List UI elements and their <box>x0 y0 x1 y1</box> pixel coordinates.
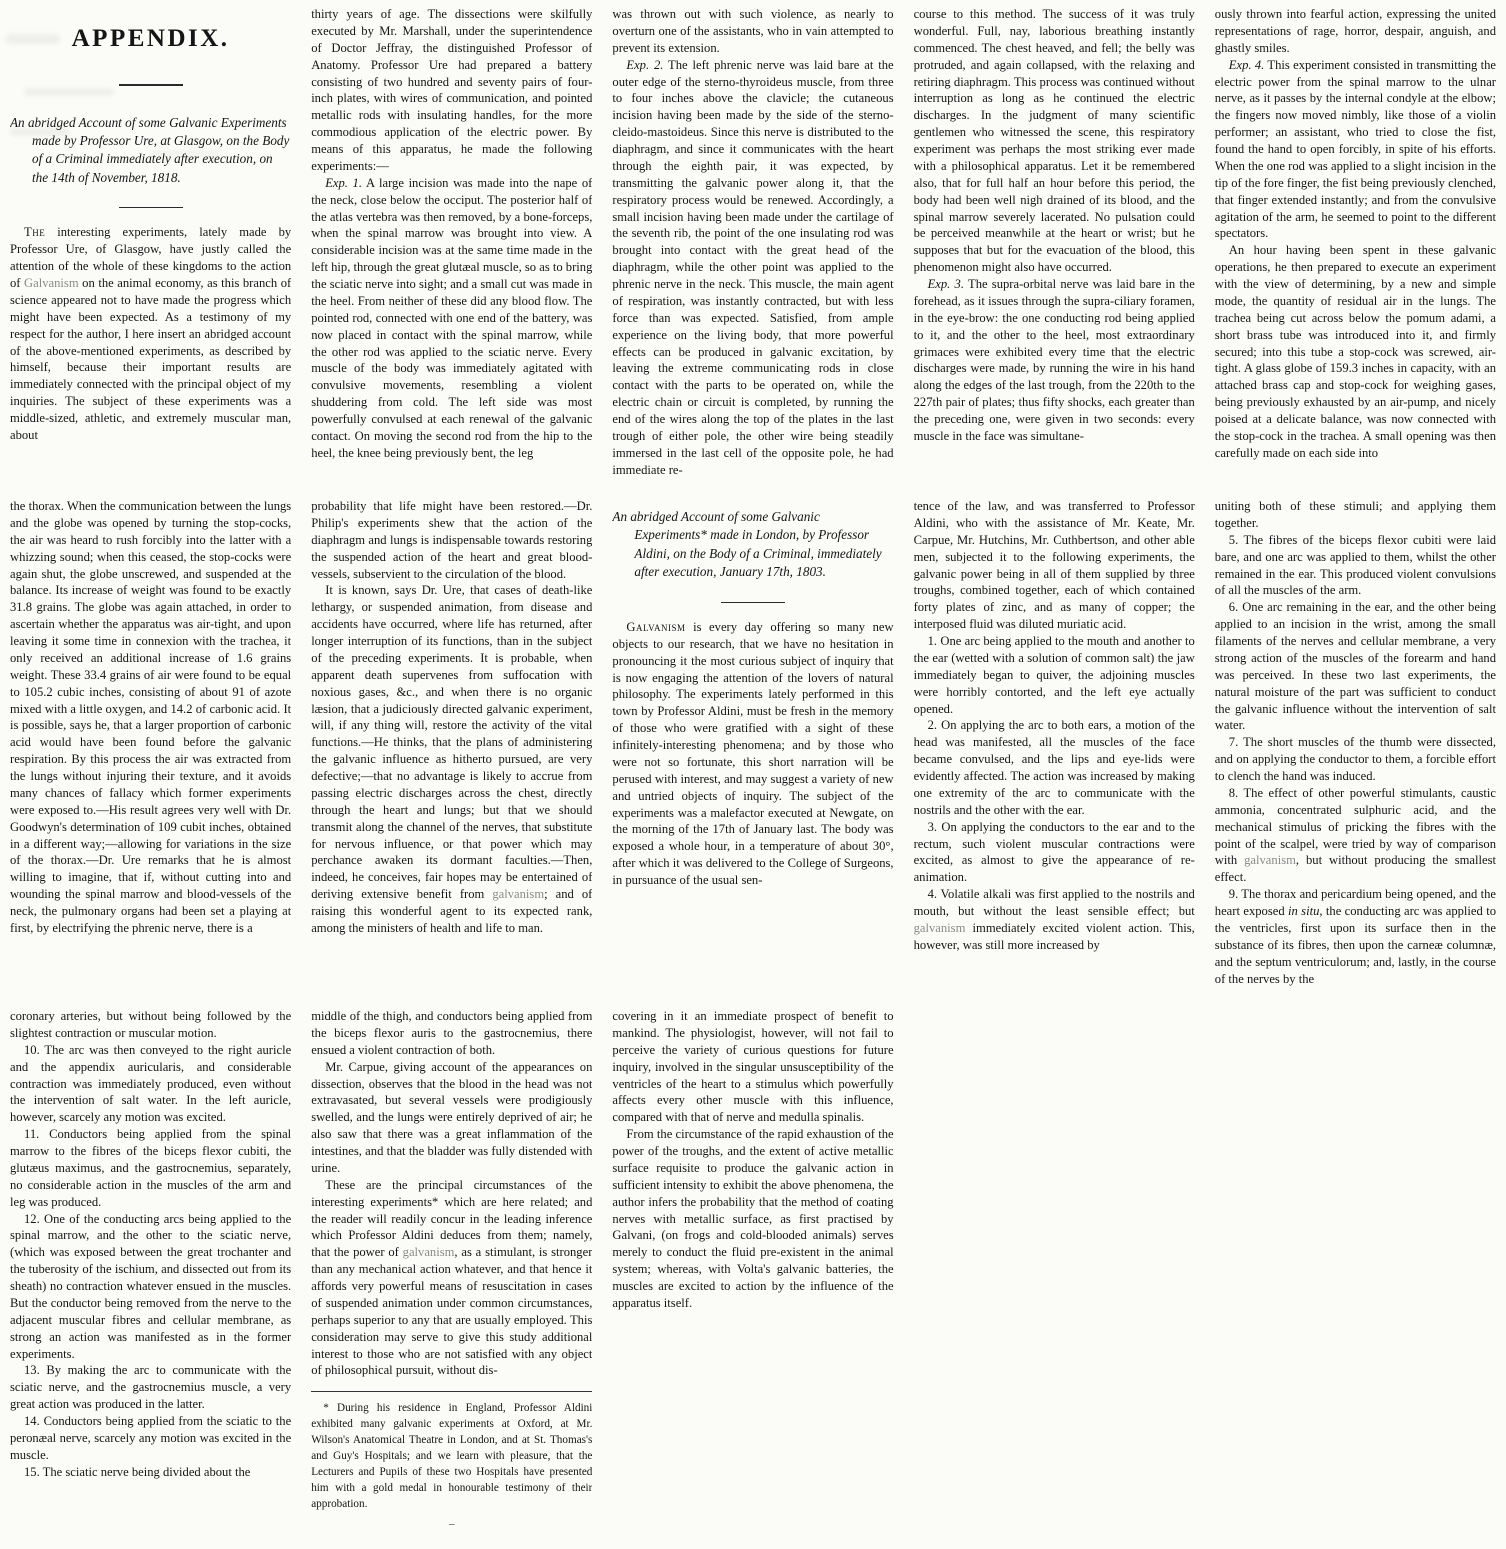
page-row-3 <box>10 1008 1496 1531</box>
paragraph: probability that life might have been restored.—Dr. Philip's experiments shew that the action of the diaphragm and lungs is indispensable towards restoring the suspended action of the heart and great blood-vessels, subservient to the circulation of the blood. <box>311 499 593 581</box>
paragraph: was thrown out with such violence, as nearly to overturn one of the assistants, who in vain attempted to prevent its extension. <box>612 7 894 55</box>
paragraph: 9. The thorax and pericardium being opened, and the heart exposed in situ, the conducting arc was applied to the ventricles, first upon its surface then in the substance of its fibres, then upon the carneæ columnæ, and the septum ventriculorum; and, lastly, in the course of the nerves by the <box>1214 887 1496 986</box>
column-block-r1c5 <box>1215 6 1496 462</box>
page-row-1 <box>10 6 1496 498</box>
scan-artifact <box>150 150 220 157</box>
page-row-2 <box>10 498 1496 1008</box>
column-block-r3c2 <box>311 1008 592 1531</box>
section-rule <box>119 84 183 86</box>
paragraph: 11. Conductors being applied from the spinal marrow to the fibres of the biceps flexor cubiti, the glutæus maximus, and the gastrocnemius, separately, no considerable action in the muscles of the arm and leg was produced. <box>10 1127 292 1209</box>
column-block-r1c1 <box>10 6 291 444</box>
paragraph: Mr. Carpue, giving account of the appearances on dissection, observes that the blood in the head was not extravasated, but several vessels were prodigiously swelled, and the lungs were entirely deprived of air; he also saw that there was a great inflammation of the intestines, and that the bladder was fully distended with urine. <box>311 1059 593 1175</box>
footnote: * During his residence in England, Professor Aldini exhibited many galvanic experiments at Oxford, at Mr. Wilson's Anatomical Theatre in London, and at St. Thomas's and Guy's Hospitals; and we learn with pleasure, that the Lecturers and Pupils of these two Hospitals have presented him with a gold medal in honourable testimony of their approbation. <box>311 1402 593 1510</box>
column-block-r3c1 <box>10 1008 291 1481</box>
paragraph: These are the principal circumstances of the interesting experiments* which are here related; and the reader will readily concur in the leading inference which Professor Aldini deduces from them; namely, that the power of galvanism, as a stimulant, is stronger than any mechanical action whatever, and that hence it affords very powerful means of resuscitation in cases of suspended animation under common circumstances, perhaps superior to any that are usually employed. This consideration may serve to give this study additional interest to those who are not satisfied with any object of philosophical pursuit, without dis- <box>311 1177 593 1378</box>
paragraph: From the circumstance of the rapid exhaustion of the power of the troughs, and the extent of active metallic surface requisite to produce the galvanic action in sufficient intensity to exhibit the above phenomena, the author infers the probability that the method of coating nerves with metallic surface, as first practised by Galvani, (on frogs and cold-blooded animals) serves merely to conduct the fluid pre-existent in the animal system; whereas, with Volta's galvanic batteries, the muscles are excited to action by the influence of the apparatus itself. <box>612 1127 894 1310</box>
paragraph: ously thrown into fearful action, expressing the united representations of rage, horror, despair, anguish, and ghastly smiles. <box>1214 7 1496 55</box>
paragraph: Galvanism is every day offering so many new objects to our research, that we have no hesitation in pronouncing it the most curious subject of inquiry that is now engaging the attention of the lovers of natural philosophy. The experiments lately performed in this town by Professor Aldini, must be fresh in the memory of those who were gratified with a sight of these infinitely-interesting phenomena; and by those who were not so fortunate, this short narration will be perused with interest, and may suggest a variety of new and untried objects of inquiry. The subject of the experiments was a malefactor executed at Newgate, on the morning of the 17th of January last. The body was exposed a whole hour, in a temperature of about 30°, after which it was delivered to the College of Surgeons, in pursuance of the usual sen- <box>612 619 894 888</box>
section-heading: An abridged Account of some Galvanic Experiments* made in London, by Professor Aldini, on the Body of a Criminal, immediately after execution, January 17th, 1803. <box>612 509 882 580</box>
scan-artifact <box>24 88 114 96</box>
column-block-r3c3 <box>612 1008 893 1312</box>
paragraph: coronary arteries, but without being followed by the slightest contraction or muscular motion. <box>10 1009 292 1040</box>
paragraph: 1. One arc being applied to the mouth and another to the ear (wetted with a solution of common salt) the jaw immediately began to quiver, the adjoining muscles were horribly contorted, and the left eye actually opened. <box>913 634 1195 716</box>
column-block-r2c4 <box>914 498 1195 954</box>
column-block-r2c3 <box>612 498 893 889</box>
column-block-r2c5 <box>1215 498 1496 987</box>
paragraph: 5. The fibres of the biceps flexor cubiti were laid bare, and one arc was applied to them, whilst the other remained in the ear. This produced violent convulsions of all the muscles of the arm. <box>1214 532 1496 598</box>
paragraph: Exp. 2. The left phrenic nerve was laid bare at the outer edge of the sterno-thyroideus muscle, from three to four inches above the clavicle; the cutaneous incision having been made by the side of the sterno-cleido-mastoideus. Since this nerve is distributed to the diaphragm, and since it communicates with the heart through the eighth pair, it was expected, by transmitting the galvanic power along it, that the respiratory process would be renewed. Accordingly, a small incision having been made under the cartilage of the seventh rib, the point of the one insulating rod was brought into contact with the great head of the diaphragm, while the other point was applied to the phrenic nerve in the neck. This muscle, the main agent of respiration, was instantly contracted, but with less force than was expected. Satisfied, from ample experience on the living body, that more powerful effects can be produced in galvanic excitation, by leaving the extreme communicating rods in close contact with the parts to be operated on, while the electric chain or circuit is completed, by running the end of the wires along the top of the plates in the last trough of either pole, the other wire being steadily immersed in the last cell of the opposite pole, he had immediate re- <box>612 57 894 477</box>
paragraph: 3. On applying the conductors to the ear and to the rectum, such violent muscular contractions were excited, as almost to give the appearance of re-animation. <box>913 819 1195 885</box>
footnote-rule <box>311 1391 592 1392</box>
column-block-r1c4 <box>914 6 1195 445</box>
paragraph: 6. One arc remaining in the ear, and the other being applied to an incision in the wrist, among the small filaments of the nerves and cellular membrane, a very strong action of the muscles of the forearm and hand was perceived. In these two last experiments, the natural moisture of the part was sufficient to conduct the galvanic influence without the intervention of salt water. <box>1214 600 1496 733</box>
catchword-dash: – <box>449 1517 455 1530</box>
paragraph: 14. Conductors being applied from the sciatic to the peronæal nerve, scarcely any motion was excited in the muscle. <box>10 1414 292 1462</box>
paragraph: 10. The arc was then conveyed to the right auricle and the appendix auricularis, and considerable contraction was immediately produced, even without the intervention of salt water. In the left auricle, however, scarcely any motion was excited. <box>10 1042 292 1125</box>
paragraph: 13. By making the arc to communicate with the sciatic nerve, and the gastrocnemius muscle, a very great action was produced in the latter. <box>10 1363 292 1412</box>
paragraph: 12. One of the conducting arcs being applied to the spinal marrow, and the other to the sciatic nerve, (which was exposed between the great trochanter and the tuberosity of the ischium, and dissected out from its sheath) no contraction whatever ensued in the muscles. But the conductor being removed from the nerve to the adjacent muscular fibres and cellular membrane, as strong an action was manifested as in the former experiments. <box>10 1211 292 1361</box>
page-title: APPENDIX. <box>71 25 230 52</box>
paragraph: tence of the law, and was transferred to Professor Aldini, who with the assistance of Mr. Keate, Mr. Carpue, Mr. Hutchins, Mr. Cuthbertson, and other able men, subjected it to the following experiments, the galvanic power being in all of them supplied by three troughs, combined together, each of which contained forty plates of zinc, and as many of copper; the interposed fluid was diluted muriatic acid. <box>913 499 1195 632</box>
column-block-r1c2 <box>311 6 592 462</box>
scan-artifact <box>10 128 70 136</box>
section-rule <box>721 602 785 603</box>
paragraph: 7. The short muscles of the thumb were dissected, and on applying the conductor to them, a forcible effort to clench the hand was induced. <box>1214 735 1496 783</box>
paragraph: uniting both of these stimuli; and applying them together. <box>1214 499 1496 530</box>
paragraph: 8. The effect of other powerful stimulants, caustic ammonia, concentrated sulphuric acid, and the mechanical stimulus of pricking the fibres with the point of the scalpel, were tried by way of comparison with galvanism, but without producing the smallest effect. <box>1214 785 1496 885</box>
paragraph: 15. The sciatic nerve being divided about the <box>24 1464 251 1479</box>
column-block-r2c2 <box>311 498 592 937</box>
paragraph: the thorax. When the communication between the lungs and the globe was opened by turning the stop-cocks, the air was heard to rush forcibly into the latter with a whizzing sound; when this ceased, the stop-cocks were again shut, the globe unscrewed, and suspended at the balance. Its increase of weight was found to be exactly 31.8 grains. The globe was again attached, in order to ascertain whether the apparatus was air-tight, and upon leaving it some time in connexion with the trachea, it only received an additional increase of 1.6 grains weight. These 33.4 grains of air were found to be equal to 105.2 cubic inches, consisting of about 91 of azote mixed with a little oxygen, and 14.2 of carbonic acid. It is possible, says he, that a larger proportion of carbonic acid would have been found before the galvanic respiration. By this process the air was extracted from the lungs without injuring their texture, and it avoids many chances of fallacy which former experiments were exposed to.—His result agrees very well with Dr. Goodwyn's determination of 109 cubit inches, obtained in a different way;—allowing for variations in the size of the thorax.—Dr. Ure remarks that he is almost willing to imagine, that if, without cutting into and wounding the spinal marrow and blood-vessels of the neck, the pulmonary organs had been set a playing at first, by electrifying the phrenic nerve, there is a <box>10 499 292 935</box>
paragraph: covering in it an immediate prospect of benefit to mankind. The physiologist, however, will not fail to perceive the variety of curious questions for future inquiry, involved in the singular unsusceptibility of the ventricles of the heart to a stimulus which powerfully affects every other muscle with this influence, compared with that of nerve and medulla spinalis. <box>612 1009 894 1125</box>
paragraph: The interesting experiments, lately made by Professor Ure, of Glasgow, have justly called the attention of the whole of these kingdoms to the action of Galvanism on the animal economy, as this branch of science appeared not to have made the progress which might have been expected. As a testimony of my respect for the author, I here insert an abridged account of the above-mentioned experiments, as described by himself, because their important results are immediately connected with the principal object of my inquiries. The subject of these experiments was a middle-sized, athletic, and extremely muscular man, about <box>10 225 292 442</box>
paragraph: It is known, says Dr. Ure, that cases of death-like lethargy, or suspended animation, from disease and accidents have occurred, where life has returned, after longer interruption of its functions, than in the subject of the preceding experiments. It is probable, when apparent death supervenes from suffocation with noxious gases, &c., and when there is no organic læsion, that a judiciously directed galvanic experiment, will, if any thing will, restore the activity of the vital functions.—He thinks, that the plans of administering the galvanic influence as hitherto pursued, are very defective;—that no advantage is likely to accrue from passing electric discharges across the chest, directly through the heart and lungs; but that we should transmit along the channel of the nerves, that substitute for nervous influence, or that power which may perchance awaken its dormant faculties.—Then, indeed, he conceives, fair hopes may be entertained of deriving extensive benefit from galvanism; and of raising this wonderful agent to its expected rank, among the ministers of health and life to man. <box>311 583 593 935</box>
section-rule <box>119 207 183 208</box>
section-heading: An abridged Account of some Galvanic Experiments made by Professor Ure, at Glasgow, on the Body of a Criminal immediately after execution, on the 14th of November, 1818. <box>10 114 290 185</box>
column-block-r2c1 <box>10 498 291 937</box>
paragraph: Exp. 4. This experiment consisted in transmitting the electric power from the spinal marrow to the ulnar nerve, as it passes by the internal condyle at the elbow; the fingers now moved nimbly, like those of a violin performer; an assistant, who tried to close the fist, found the hand to open forcibly, in spite of his efforts. When the one rod was applied to a slight incision in the tip of the fore finger, the fist being previously clenched, that finger extended instantly; and from the convulsive agitation of the arm, he seemed to point to the different spectators. <box>1214 57 1496 241</box>
paragraph: An hour having been spent in these galvanic operations, he then prepared to execute an experiment with the view of determining, by a new and simple mode, the quantity of residual air in the lungs. The trachea being cut across below the pomum adami, a short brass tube was introduced into it, and firmly secured; into this tube a stop-cock was screwed, air-tight. A glass globe of 159.3 inches in capacity, with an attached brass cap and stop-cock for weighing gases, being previously exhausted by an air-pump, and nicely poised at a delicate balance, was now connected with the stop-cock in the trachea. A small opening was then carefully made on each side into <box>1214 243 1496 460</box>
paragraph: thirty years of age. The dissections were skilfully executed by Mr. Marshall, under the superintendence of Doctor Jeffray, the distinguished Professor of Anatomy. Professor Ure had prepared a battery consisting of two hundred and seventy pairs of four-inch plates, with wires of communication, and pointed metallic rods with insulating handles, for the more commodious application of the electric power. By means of this apparatus, he made the following experiments:— <box>311 7 593 173</box>
paragraph: 2. On applying the arc to both ears, a motion of the head was manifested, all the muscles of the face became convulsed, and the lips and eye-lids were evidently affected. The action was increased by making one extremity of the arc to communicate with the nostrils and the other with the ear. <box>913 718 1195 817</box>
scan-artifact <box>6 34 60 44</box>
column-block-r1c3 <box>612 6 893 479</box>
paragraph: Exp. 3. The supra-orbital nerve was laid bare in the forehead, as it issues through the supra-ciliary foramen, in the eye-brow: the one conducting rod being applied to it, and the other to the heel, most extraordinary grimaces were exhibited every time that the electric discharges were made, by running the wire in his hand along the edges of the last trough, from the 220th to the 227th pair of plates; thus fifty shocks, each greater than the preceding one, were given in two seconds: every muscle in the face was simultane- <box>913 277 1195 443</box>
paragraph: course to this method. The success of it was truly wonderful. Full, nay, laborious breathing instantly commenced. The chest heaved, and fell; the belly was protruded, and again collapsed, with the relaxing and retiring diaphragm. This process was continued without interruption as long as he continued the electric discharges. In the judgment of many scientific gentlemen who witnessed the scene, this respiratory experiment was perhaps the most striking ever made with a philosophical apparatus. Let it be remembered also, that for full half an hour before this period, the body had been well nigh drained of its blood, and the spinal marrow severely lacerated. No pulsation could be perceived meanwhile at the heart or wrist; but he supposes that but for the evacuation of the blood, this phenomenon might also have occurred. <box>913 7 1195 275</box>
paragraph: 4. Volatile alkali was first applied to the nostrils and mouth, but without the least sensible effect; but galvanism immediately excited violent action. This, however, was still more increased by <box>913 887 1195 952</box>
paragraph: middle of the thigh, and conductors being applied from the biceps flexor auris to the gastrocnemius, there ensued a violent contraction of both. <box>311 1009 593 1057</box>
paragraph: Exp. 1. A large incision was made into the nape of the neck, close below the occiput. The posterior half of the atlas vertebra was then removed, by a bone-forceps, when the spinal marrow was brought into view. A considerable incision was at the same time made in the left hip, through the great glutæal muscle, so as to bring the sciatic nerve into sight; and a small cut was made in the heel. From neither of these did any blood flow. The pointed rod, connected with one end of the battery, was now placed in contact with the spinal marrow, while the other rod was applied to the sciatic nerve. Every muscle of the body was immediately agitated with convulsive movements, resembling a violent shuddering from cold. The left side was most powerfully convulsed at each renewal of the galvanic contact. On moving the second rod from the hip to the heel, the knee being previously bent, the leg <box>311 175 593 460</box>
